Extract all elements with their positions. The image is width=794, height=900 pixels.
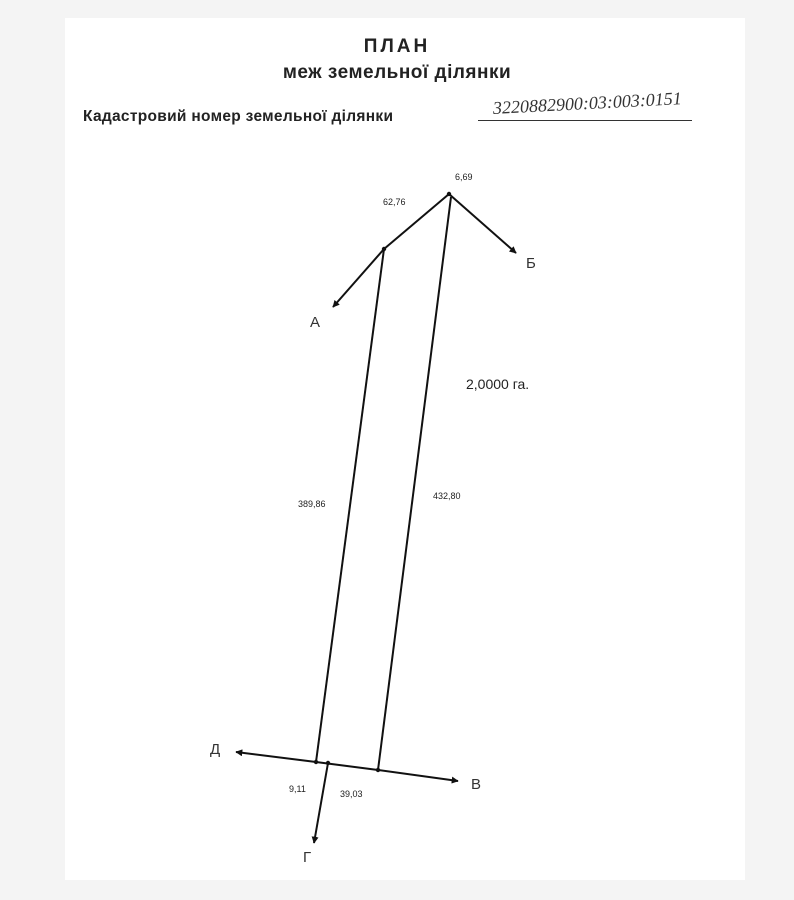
document-subtitle: меж земельної ділянки bbox=[282, 62, 512, 83]
segment-length-right-long: 432,80 bbox=[433, 491, 461, 501]
segment-length-bottom-left: 9,11 bbox=[289, 784, 306, 794]
ray-to-d bbox=[236, 752, 316, 762]
ray-to-g bbox=[314, 763, 328, 843]
direction-label-b: Б bbox=[526, 255, 536, 272]
ray-to-a bbox=[333, 249, 384, 307]
segment-length-bottom-mid: 39,03 bbox=[340, 789, 363, 799]
corner-point bbox=[326, 761, 330, 765]
corner-point bbox=[447, 192, 451, 196]
segment-length-top-left: 62,76 bbox=[383, 197, 406, 207]
ray-to-b bbox=[449, 194, 516, 253]
cadastral-number-label: Кадастровий номер земельної ділянки bbox=[83, 108, 394, 125]
segment-length-top-short: 6,69 bbox=[455, 172, 473, 182]
corner-point bbox=[382, 247, 386, 251]
direction-label-g: Г bbox=[303, 849, 312, 866]
plot-area-label: 2,0000 га. bbox=[466, 376, 530, 392]
boundary-bottom bbox=[316, 762, 378, 770]
document-title: ПЛАН bbox=[363, 36, 431, 57]
corner-point bbox=[376, 768, 380, 772]
direction-label-a: А bbox=[310, 314, 321, 331]
ray-to-v bbox=[378, 770, 458, 781]
corner-point bbox=[314, 760, 318, 764]
boundary-left-long bbox=[316, 249, 384, 762]
segment-length-left-long: 389,86 bbox=[298, 499, 326, 509]
cadastral-number-value: 3220882900:03:003:0151 bbox=[492, 88, 683, 118]
direction-label-d: Д bbox=[210, 741, 221, 758]
boundary-right-long bbox=[378, 197, 451, 770]
direction-label-v: В bbox=[471, 776, 482, 793]
